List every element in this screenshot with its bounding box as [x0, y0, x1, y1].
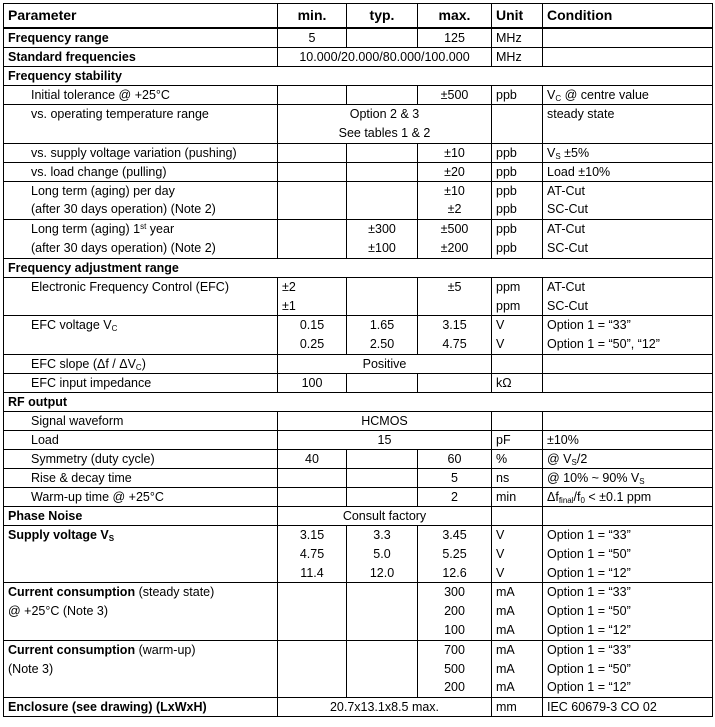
col-header-max: max. [418, 4, 492, 29]
condition-value [543, 28, 713, 48]
condition-value [543, 373, 713, 392]
value-line: ±300 [368, 222, 396, 237]
value-line: 200 [444, 680, 465, 695]
value-line: ±10 [444, 183, 465, 198]
row-aging-year [4, 220, 713, 259]
min-value [278, 468, 347, 487]
label-superscript: st [140, 222, 147, 232]
value-line: 12.0 [369, 565, 395, 580]
col-header-min: min. [278, 4, 347, 29]
value-line: 500 [444, 661, 465, 676]
typ-value [347, 162, 418, 181]
param-label: Load [4, 430, 278, 449]
condition-value [543, 449, 713, 468]
max-value: ±20 [418, 162, 492, 181]
value-line: 11.4 [300, 565, 324, 580]
param-label [4, 583, 278, 640]
unit-value: ns [492, 468, 543, 487]
label-part: Current consumption [8, 585, 136, 600]
condition-value [543, 468, 713, 487]
param-label [4, 181, 278, 220]
unit-value: min [492, 487, 543, 506]
condition-value [543, 277, 713, 316]
min-value [278, 162, 347, 181]
label-part: Current consumption [8, 642, 136, 657]
row-aging-day [4, 181, 713, 220]
value-line: ±200 [440, 240, 469, 255]
row-efc-voltage [4, 316, 713, 355]
max-value [418, 277, 492, 316]
value-line: 12.6 [442, 565, 467, 580]
value-line: ±2 [282, 279, 296, 294]
value-line: SC-Cut [547, 298, 588, 313]
typ-value [347, 449, 418, 468]
row-load [4, 430, 713, 449]
label-line: (after 30 days operation) (Note 2) [31, 202, 216, 217]
cond-part: Δf [547, 489, 559, 504]
value-line: 100 [444, 622, 465, 637]
row-supply-voltage [4, 525, 713, 582]
row-temp-range [4, 105, 713, 144]
col-header-typ: typ. [347, 4, 418, 29]
max-value [418, 525, 492, 582]
unit-value [492, 277, 543, 316]
value-line: Option 1 = “33” [547, 642, 631, 657]
min-value [278, 640, 347, 697]
label-part: EFC voltage V [31, 318, 112, 333]
condition-value [543, 487, 713, 506]
specification-table [3, 3, 713, 717]
cond-part: V [547, 88, 556, 102]
cond-part: /f [573, 489, 581, 504]
max-value [418, 316, 492, 355]
unit-value [492, 583, 543, 640]
typ-value [347, 316, 418, 355]
value-line: V [496, 565, 505, 580]
unit-value [492, 354, 543, 373]
value-line: Option 1 = “50” [547, 604, 631, 619]
cond-part: /2 [576, 451, 588, 466]
row-enclosure [4, 698, 713, 717]
condition-value [543, 86, 713, 105]
value-line: ppb [496, 240, 517, 255]
span-value: HCMOS [278, 411, 492, 430]
value-line: mA [496, 604, 515, 619]
value-line: Option 1 = “50” [547, 661, 631, 676]
row-frequency-range [4, 28, 713, 48]
condition-value [543, 143, 713, 162]
label-part: ) [141, 356, 146, 371]
condition-value: Load ±10% [543, 162, 713, 181]
min-value [278, 525, 347, 582]
typ-value [347, 28, 418, 48]
unit-value [492, 220, 543, 259]
condition-value: steady state [543, 105, 713, 144]
value-line: 4.75 [442, 337, 467, 352]
param-label: vs. load change (pulling) [4, 162, 278, 181]
min-value [278, 487, 347, 506]
value-line: ppb [496, 183, 517, 198]
min-value [278, 316, 347, 355]
min-value: 40 [278, 449, 347, 468]
unit-value [492, 105, 543, 144]
value-line: 3.45 [442, 527, 467, 542]
value-line: Option 1 = “33” [547, 585, 631, 600]
value-line: ppm [496, 279, 521, 294]
typ-value [347, 86, 418, 105]
value-line: ±1 [282, 298, 296, 313]
condition-value [543, 583, 713, 640]
param-label: Rise & decay time [4, 468, 278, 487]
param-label: EFC input impedance [4, 373, 278, 392]
max-value [418, 373, 492, 392]
row-initial-tolerance [4, 86, 713, 105]
unit-value [492, 640, 543, 697]
label-line [31, 220, 273, 239]
condition-value [543, 506, 713, 525]
param-label: Signal waveform [4, 411, 278, 430]
col-header-unit: Unit [492, 4, 543, 29]
unit-value: ppb [492, 162, 543, 181]
row-phase-noise [4, 506, 713, 525]
row-symmetry [4, 449, 713, 468]
max-value [418, 583, 492, 640]
label-part: (steady state) [135, 585, 215, 600]
value-line: 0.15 [299, 318, 325, 333]
span-value: Positive [278, 354, 492, 373]
row-current-warmup [4, 640, 713, 697]
typ-value [347, 640, 418, 697]
value-line: 200 [444, 604, 465, 619]
value-line: Option 1 = “12” [547, 565, 631, 580]
condition-value: ±10% [543, 430, 713, 449]
typ-value [347, 583, 418, 640]
value-line: ±5 [447, 279, 462, 294]
row-efc [4, 277, 713, 316]
label-part: Long term (aging) 1 [31, 222, 141, 237]
span-value: Consult factory [278, 506, 492, 525]
condition-value [543, 48, 713, 67]
typ-value [347, 277, 418, 316]
col-header-parameter: Parameter [4, 4, 278, 29]
value-line: ppb [496, 202, 517, 217]
span-value: 10.000/20.000/80.000/100.000 [278, 48, 492, 67]
value-line: AT-Cut [547, 279, 585, 294]
col-header-condition: Condition [543, 4, 713, 29]
param-label [4, 316, 278, 355]
section-title: RF output [4, 392, 713, 411]
unit-value [492, 181, 543, 220]
typ-value [347, 143, 418, 162]
unit-value [492, 316, 543, 355]
condition-value [543, 181, 713, 220]
min-value [278, 220, 347, 259]
param-label: vs. operating temperature range [4, 105, 278, 144]
value-line: 700 [444, 642, 465, 657]
row-warmup [4, 487, 713, 506]
condition-value: IEC 60679-3 CO 02 [543, 698, 713, 717]
param-label [4, 354, 278, 373]
cond-subscript: final [558, 495, 574, 505]
value-line: 0.25 [299, 337, 325, 352]
value-line: Option 1 = “12” [547, 622, 631, 637]
value-line: mA [496, 680, 515, 695]
param-label: vs. supply voltage variation (pushing) [4, 143, 278, 162]
cond-part: < ±0.1 ppm [584, 489, 652, 504]
label-line [8, 583, 273, 602]
value-line: mA [496, 642, 515, 657]
label-part: Supply voltage V [8, 527, 109, 542]
min-value: 5 [278, 28, 347, 48]
value-line: 5.0 [373, 546, 391, 561]
row-load-change [4, 162, 713, 181]
section-rf-output [4, 392, 713, 411]
value-line: AT-Cut [547, 183, 585, 198]
param-label: Enclosure (see drawing) (LxWxH) [4, 698, 278, 717]
param-label: Warm-up time @ +25°C [4, 487, 278, 506]
value-line: Option 1 = “12” [547, 680, 631, 695]
cond-part: @ centre value [561, 88, 649, 102]
row-supply-variation [4, 143, 713, 162]
value-line: V [496, 546, 505, 561]
value-line: AT-Cut [547, 222, 585, 237]
max-value: ±10 [418, 143, 492, 162]
value-line: ±2 [447, 202, 462, 217]
unit-value [492, 506, 543, 525]
label-line: (after 30 days operation) (Note 2) [31, 240, 216, 255]
max-value: 2 [418, 487, 492, 506]
label-part: (warm-up) [135, 642, 196, 657]
max-value [418, 220, 492, 259]
unit-value: MHz [492, 28, 543, 48]
param-label: Frequency range [4, 28, 278, 48]
row-efc-slope [4, 354, 713, 373]
condition-value [543, 640, 713, 697]
condition-value [543, 316, 713, 355]
value-line: Option 1 = “33” [547, 318, 631, 333]
typ-value [347, 468, 418, 487]
value-line: 4.75 [299, 546, 325, 561]
min-value [278, 277, 347, 316]
label-subscript: C [111, 324, 118, 334]
typ-value [347, 487, 418, 506]
value-line: Option 1 = “50” [547, 546, 631, 561]
cond-part: ±5% [560, 145, 590, 160]
max-value [418, 640, 492, 697]
value-line: ±500 [440, 222, 469, 237]
unit-value: kΩ [492, 373, 543, 392]
value-line: ±100 [368, 240, 396, 255]
header-row [4, 4, 713, 29]
max-value: 5 [418, 468, 492, 487]
section-adjustment-range [4, 258, 713, 277]
min-value [278, 583, 347, 640]
condition-value [543, 220, 713, 259]
param-label [4, 525, 278, 582]
label-line: (Note 3) [8, 661, 54, 676]
value-line: ppb [496, 222, 517, 237]
value-line: 300 [444, 585, 465, 600]
unit-value: ppb [492, 86, 543, 105]
max-value [418, 181, 492, 220]
row-current-steady [4, 583, 713, 640]
value-line: 3.3 [373, 527, 391, 542]
value-line: SC-Cut [547, 202, 588, 217]
span-value: 15 [278, 430, 492, 449]
typ-value [347, 220, 418, 259]
param-label: Symmetry (duty cycle) [4, 449, 278, 468]
param-label: Electronic Frequency Control (EFC) [4, 277, 278, 316]
cond-part: V [547, 145, 556, 160]
max-value: 60 [418, 449, 492, 468]
unit-value: % [492, 449, 543, 468]
row-rise-decay [4, 468, 713, 487]
unit-value [492, 525, 543, 582]
value-line: 3.15 [299, 527, 325, 542]
value-line: Option 2 & 3 [349, 107, 420, 121]
unit-value: pF [492, 430, 543, 449]
cond-subscript: 0 [580, 495, 585, 505]
cond-subscript: S [571, 457, 577, 467]
unit-value: MHz [492, 48, 543, 67]
row-efc-impedance [4, 373, 713, 392]
min-value [278, 181, 347, 220]
cond-part: @ 10% ~ 90% V [547, 470, 640, 485]
value-line: Option 1 = “50”, “12” [547, 337, 660, 352]
value-line: 5.25 [442, 546, 467, 561]
label-part: year [146, 222, 175, 237]
value-line: mA [496, 585, 515, 600]
typ-value [347, 181, 418, 220]
cond-subscript: C [555, 94, 562, 103]
row-standard-frequencies [4, 48, 713, 67]
max-value: ±500 [418, 86, 492, 105]
row-waveform [4, 411, 713, 430]
value-line: V [496, 318, 505, 333]
param-label [4, 220, 278, 259]
value-line: SC-Cut [547, 240, 588, 255]
min-value [278, 143, 347, 162]
label-part: EFC slope (Δf / ΔV [31, 356, 136, 371]
cond-subscript: S [555, 151, 561, 161]
cond-subscript: S [639, 476, 645, 486]
label-line [8, 641, 273, 660]
max-value: 125 [418, 28, 492, 48]
cond-part: @ V [547, 451, 572, 466]
min-value [278, 86, 347, 105]
span-value: 20.7x13.1x8.5 max. [278, 698, 492, 717]
section-frequency-stability [4, 67, 713, 86]
section-title: Frequency adjustment range [4, 258, 713, 277]
unit-value: mm [492, 698, 543, 717]
span-value [278, 105, 492, 144]
label-line: Long term (aging) per day [31, 183, 175, 198]
label-subscript: S [108, 533, 115, 543]
value-line: V [496, 527, 505, 542]
value-line: V [496, 337, 505, 352]
param-label: Phase Noise [4, 506, 278, 525]
unit-value [492, 411, 543, 430]
condition-value [543, 354, 713, 373]
min-value: 100 [278, 373, 347, 392]
value-line: 1.65 [369, 318, 395, 333]
typ-value [347, 525, 418, 582]
section-title: Frequency stability [4, 67, 713, 86]
value-line: 2.50 [369, 337, 395, 352]
condition-value [543, 525, 713, 582]
label-subscript: C [135, 362, 142, 372]
param-label [4, 640, 278, 697]
value-line [422, 297, 487, 316]
value-line: mA [496, 622, 515, 637]
typ-value [347, 373, 418, 392]
value-line: mA [496, 661, 515, 676]
value-line: ppm [496, 298, 521, 313]
unit-value: ppb [492, 143, 543, 162]
label-line: @ +25°C (Note 3) [8, 604, 109, 619]
value-line: See tables 1 & 2 [338, 125, 431, 140]
value-line: 3.15 [442, 318, 467, 333]
condition-value [543, 411, 713, 430]
param-label: Standard frequencies [4, 48, 278, 67]
value-line: Option 1 = “33” [547, 527, 631, 542]
param-label: Initial tolerance @ +25°C [4, 86, 278, 105]
